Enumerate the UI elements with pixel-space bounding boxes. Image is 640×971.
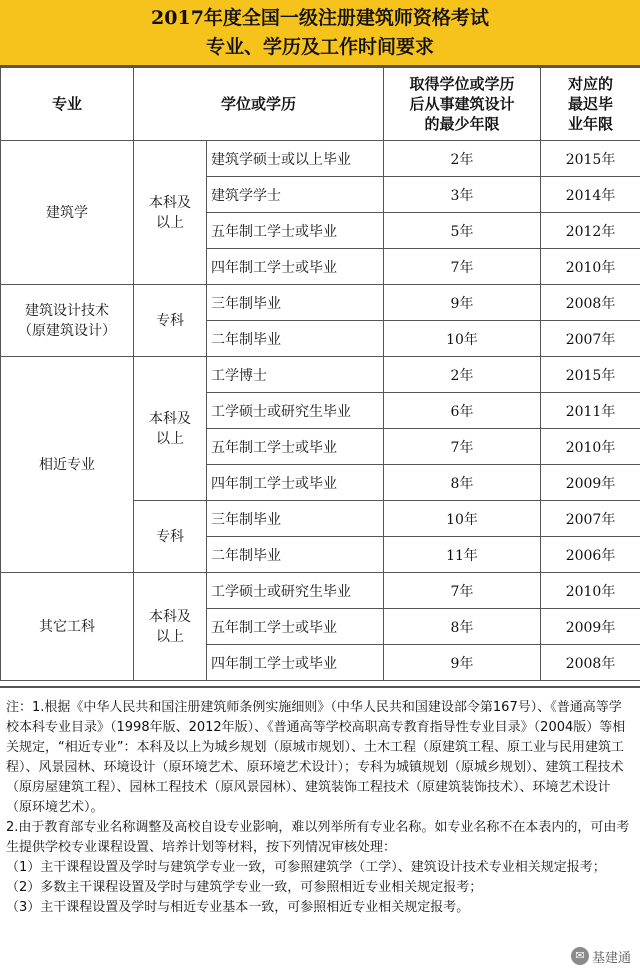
degree-cell: 工学硕士或研究生毕业: [207, 393, 384, 429]
table-header-row: [1, 68, 640, 141]
min-years-cell: 8年: [384, 465, 541, 501]
latest-year-cell: 2008年: [541, 645, 640, 681]
min-years-cell: 5年: [384, 213, 541, 249]
title-line-1: 2017年度全国一级注册建筑师资格考试: [151, 7, 489, 29]
table-row: [1, 285, 640, 321]
header-latest-year: 对应的 最迟毕 业年限: [541, 68, 640, 141]
min-years-cell: 3年: [384, 177, 541, 213]
degree-cell: 五年制工学士或毕业: [207, 429, 384, 465]
latest-year-cell: 2010年: [541, 573, 640, 609]
watermark: [568, 945, 634, 967]
level-cell: 本科及 以上: [134, 573, 207, 681]
level-cell: 本科及 以上: [134, 357, 207, 501]
min-years-cell: 2年: [384, 141, 541, 177]
table-row: [1, 357, 640, 393]
latest-year-cell: 2010年: [541, 249, 640, 285]
degree-cell: 五年制工学士或毕业: [207, 213, 384, 249]
min-years-cell: 7年: [384, 249, 541, 285]
latest-year-cell: 2010年: [541, 429, 640, 465]
degree-cell: 四年制工学士或毕业: [207, 465, 384, 501]
note-1: 注：1.根据《中华人民共和国注册建筑师条例实施细则》（中华人民共和国建设部令第167号）、《普通高等学校本科专业目录》（1998年版、2012年版）、《普通高等学校高职高专教育指导性专业目录》（2004版）等相关规定，“相近专业”：本科及以上为城乡规划（原城市规划）、土木工程（原建筑工程、原工业与民用建筑工程）、风景园林、环境设计（原环境艺术、原环境艺术设计）；专科为城镇规划（原城乡规划）、建筑工程技术（原房屋建筑工程）、园林工程技术（原风景园林）、建筑装饰工程技术（原建筑装饰技术）、环境艺术设计（原环境艺术）。: [6, 700, 626, 815]
latest-year-cell: 2008年: [541, 285, 640, 321]
degree-cell: 四年制工学士或毕业: [207, 249, 384, 285]
latest-year-cell: 2009年: [541, 609, 640, 645]
latest-year-cell: 2007年: [541, 321, 640, 357]
degree-cell: 建筑学硕士或以上毕业: [207, 141, 384, 177]
major-cell: 建筑学: [1, 141, 134, 285]
title-banner: [0, 0, 640, 67]
degree-cell: 三年制毕业: [207, 501, 384, 537]
degree-cell: 二年制毕业: [207, 537, 384, 573]
note-2-2: （2）多数主干课程设置及学时与建筑学专业一致，可参照相近专业相关规定报考；: [6, 880, 483, 895]
min-years-cell: 9年: [384, 285, 541, 321]
header-degree: 学位或学历: [134, 68, 384, 141]
watermark-text: 基建通: [591, 950, 631, 966]
min-years-cell: 10年: [384, 321, 541, 357]
min-years-cell: 8年: [384, 609, 541, 645]
table-row: [1, 573, 640, 609]
latest-year-cell: 2012年: [541, 213, 640, 249]
degree-cell: 五年制工学士或毕业: [207, 609, 384, 645]
degree-cell: 二年制毕业: [207, 321, 384, 357]
latest-year-cell: 2015年: [541, 141, 640, 177]
header-major: 专业: [1, 68, 134, 141]
degree-cell: 三年制毕业: [207, 285, 384, 321]
note-2: 2.由于教育部专业名称调整及高校自设专业影响，难以列举所有专业名称。如专业名称不在本表内的，可由考生提供学校专业课程设置、培养计划等材料，按下列情况审核处理：: [6, 820, 630, 855]
header-min-years: 取得学位或学历 后从事建筑设计 的最少年限: [384, 68, 541, 141]
wechat-icon: ✉: [571, 947, 589, 965]
min-years-cell: 7年: [384, 429, 541, 465]
min-years-cell: 2年: [384, 357, 541, 393]
major-cell: 其它工科: [1, 573, 134, 681]
latest-year-cell: 2007年: [541, 501, 640, 537]
notes-section: [0, 686, 640, 971]
title-line-2: 专业、学历及工作时间要求: [205, 36, 434, 58]
note-2-1: （1）主干课程设置及学时与建筑学专业一致，可参照建筑学（工学）、建筑设计技术专业相关规定报考；: [6, 860, 606, 875]
latest-year-cell: 2011年: [541, 393, 640, 429]
degree-cell: 工学硕士或研究生毕业: [207, 573, 384, 609]
min-years-cell: 10年: [384, 501, 541, 537]
requirements-table: [0, 67, 640, 681]
min-years-cell: 9年: [384, 645, 541, 681]
major-cell: 建筑设计技术 （原建筑设计）: [1, 285, 134, 357]
note-2-3: （3）主干课程设置及学时与相近专业基本一致，可参照相近专业相关规定报考。: [6, 900, 470, 915]
latest-year-cell: 2015年: [541, 357, 640, 393]
degree-cell: 建筑学学士: [207, 177, 384, 213]
table-row: [1, 141, 640, 177]
level-cell: 专科: [134, 285, 207, 357]
level-cell: 本科及 以上: [134, 141, 207, 285]
min-years-cell: 7年: [384, 573, 541, 609]
min-years-cell: 11年: [384, 537, 541, 573]
latest-year-cell: 2009年: [541, 465, 640, 501]
latest-year-cell: 2006年: [541, 537, 640, 573]
level-cell: 专科: [134, 501, 207, 573]
degree-cell: 工学博士: [207, 357, 384, 393]
major-cell: 相近专业: [1, 357, 134, 573]
latest-year-cell: 2014年: [541, 177, 640, 213]
degree-cell: 四年制工学士或毕业: [207, 645, 384, 681]
min-years-cell: 6年: [384, 393, 541, 429]
